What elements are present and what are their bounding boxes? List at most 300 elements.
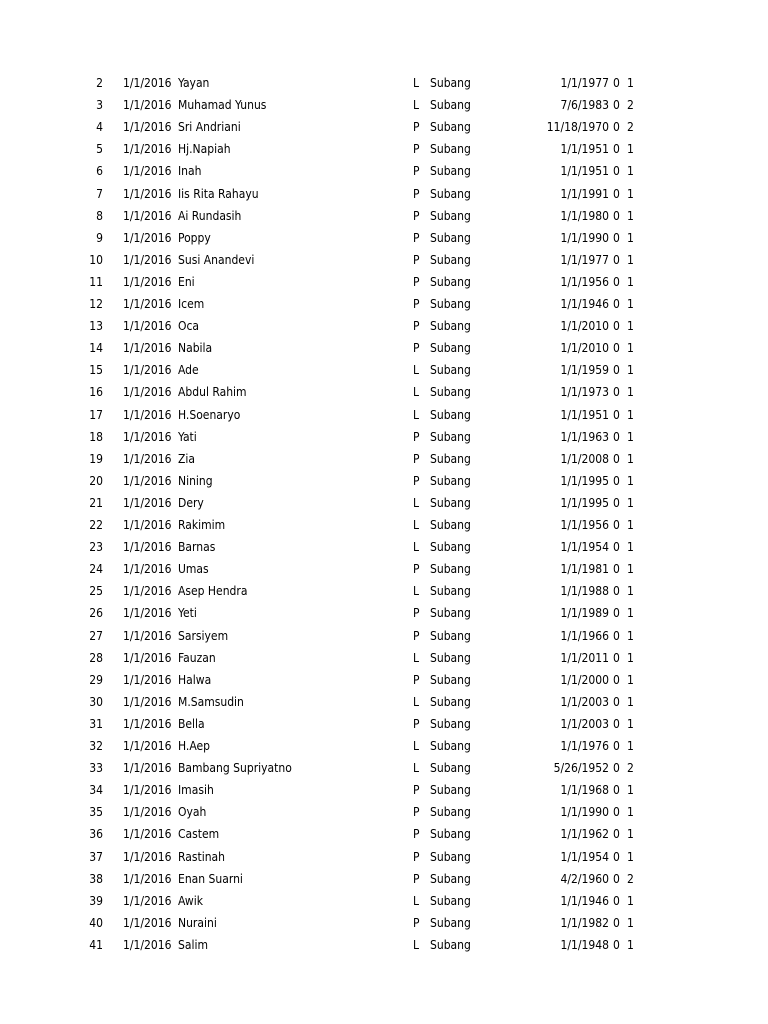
status-code: 1: [627, 407, 634, 422]
visit-date: 1/1/2016: [123, 120, 172, 135]
status-code: 1: [627, 540, 634, 555]
sex-code: P: [413, 783, 420, 798]
visit-date: 1/1/2016: [123, 297, 172, 311]
birth-date: 1/1/1977: [560, 252, 609, 267]
birth-date: 1/1/1962: [560, 827, 609, 842]
city: Subang: [430, 672, 471, 687]
birth-date: 1/1/1973: [560, 385, 609, 400]
birth-date: 1/1/1989: [560, 606, 609, 621]
status-code: 1: [627, 650, 634, 665]
sex-code: L: [413, 407, 420, 422]
city: Subang: [430, 761, 471, 776]
visit-date: 1/1/2016: [123, 495, 172, 510]
visit-date: 1/1/2016: [123, 208, 172, 223]
table-row: [0, 912, 768, 934]
visit-date: 1/1/2016: [123, 186, 172, 201]
row-number: 30: [89, 694, 103, 709]
sex-code: L: [413, 694, 420, 709]
zero-flag: 0: [613, 297, 620, 311]
sex-code: L: [413, 937, 420, 952]
sex-code: P: [413, 716, 420, 731]
patient-name: Eni: [178, 274, 195, 289]
zero-flag: 0: [613, 650, 620, 665]
status-code: 1: [627, 694, 634, 709]
birth-date: 1/1/2003: [560, 716, 609, 731]
table-row: [0, 160, 768, 182]
table-row: [0, 890, 768, 912]
row-number: 16: [89, 385, 103, 400]
sex-code: P: [413, 120, 420, 135]
zero-flag: 0: [613, 584, 620, 599]
status-code: 1: [627, 142, 634, 157]
status-code: 1: [627, 893, 634, 908]
sex-code: P: [413, 473, 420, 488]
city: Subang: [430, 186, 471, 201]
birth-date: 1/1/1959: [560, 363, 609, 378]
zero-flag: 0: [613, 937, 620, 952]
birth-date: 1/1/1954: [560, 849, 609, 864]
city: Subang: [430, 142, 471, 157]
table-row: [0, 580, 768, 602]
status-code: 1: [627, 628, 634, 643]
city: Subang: [430, 606, 471, 621]
patient-name: Ai Rundasih: [178, 208, 242, 223]
zero-flag: 0: [613, 827, 620, 842]
zero-flag: 0: [613, 473, 620, 488]
patient-name: Rakimim: [178, 518, 226, 532]
row-number: 32: [89, 739, 103, 753]
patient-name: Halwa: [178, 672, 212, 687]
sex-code: P: [413, 186, 420, 201]
city: Subang: [430, 871, 471, 886]
birth-date: 1/1/1963: [560, 429, 609, 444]
patient-name: Yayan: [178, 76, 210, 90]
status-code: 2: [627, 871, 634, 886]
row-number: 34: [89, 783, 103, 798]
birth-date: 4/2/1960: [560, 871, 609, 886]
row-number: 10: [89, 252, 103, 267]
status-code: 1: [627, 827, 634, 842]
birth-date: 11/18/1970: [546, 120, 609, 135]
zero-flag: 0: [613, 230, 620, 245]
visit-date: 1/1/2016: [123, 672, 172, 687]
birth-date: 1/1/1956: [560, 274, 609, 289]
city: Subang: [430, 230, 471, 245]
city: Subang: [430, 849, 471, 864]
status-code: 1: [627, 716, 634, 731]
birth-date: 1/1/1981: [560, 562, 609, 577]
city: Subang: [430, 628, 471, 643]
sex-code: L: [413, 518, 420, 532]
zero-flag: 0: [613, 274, 620, 289]
birth-date: 1/1/2008: [560, 451, 609, 466]
visit-date: 1/1/2016: [123, 937, 172, 952]
status-code: 1: [627, 584, 634, 599]
birth-date: 1/1/1951: [560, 142, 609, 157]
status-code: 1: [627, 473, 634, 488]
status-code: 1: [627, 76, 634, 90]
status-code: 1: [627, 518, 634, 532]
row-number: 7: [96, 186, 103, 201]
visit-date: 1/1/2016: [123, 628, 172, 643]
zero-flag: 0: [613, 518, 620, 532]
visit-date: 1/1/2016: [123, 805, 172, 820]
status-code: 1: [627, 164, 634, 179]
sex-code: P: [413, 230, 420, 245]
zero-flag: 0: [613, 429, 620, 444]
row-number: 14: [89, 341, 103, 356]
birth-date: 1/1/1968: [560, 783, 609, 798]
sex-code: P: [413, 429, 420, 444]
city: Subang: [430, 208, 471, 223]
row-number: 38: [89, 871, 103, 886]
patient-name: Oca: [178, 319, 200, 334]
status-code: 2: [627, 761, 634, 776]
visit-date: 1/1/2016: [123, 606, 172, 621]
row-number: 29: [89, 672, 103, 687]
row-number: 36: [89, 827, 103, 842]
row-number: 37: [89, 849, 103, 864]
sex-code: P: [413, 252, 420, 267]
visit-date: 1/1/2016: [123, 849, 172, 864]
zero-flag: 0: [613, 341, 620, 356]
birth-date: 1/1/1991: [560, 186, 609, 201]
birth-date: 1/1/1980: [560, 208, 609, 223]
table-row: [0, 669, 768, 691]
zero-flag: 0: [613, 694, 620, 709]
zero-flag: 0: [613, 672, 620, 687]
table-row: [0, 72, 768, 94]
table-row: [0, 426, 768, 448]
city: Subang: [430, 739, 471, 753]
row-number: 19: [89, 451, 103, 466]
status-code: 1: [627, 849, 634, 864]
zero-flag: 0: [613, 76, 620, 90]
row-number: 23: [89, 540, 103, 555]
visit-date: 1/1/2016: [123, 540, 172, 555]
patient-name: Barnas: [178, 540, 216, 555]
visit-date: 1/1/2016: [123, 739, 172, 753]
row-number: 41: [89, 937, 103, 952]
patient-name: Sarsiyem: [178, 628, 229, 643]
patient-name: Dery: [178, 495, 204, 510]
city: Subang: [430, 363, 471, 378]
patient-name: Zia: [178, 451, 196, 466]
city: Subang: [430, 120, 471, 135]
city: Subang: [430, 805, 471, 820]
zero-flag: 0: [613, 252, 620, 267]
visit-date: 1/1/2016: [123, 473, 172, 488]
row-number: 24: [89, 562, 103, 577]
zero-flag: 0: [613, 871, 620, 886]
table-row: [0, 315, 768, 337]
row-number: 35: [89, 805, 103, 820]
table-row: [0, 381, 768, 403]
table-row: [0, 779, 768, 801]
birth-date: 1/1/1976: [560, 739, 609, 753]
visit-date: 1/1/2016: [123, 694, 172, 709]
birth-date: 1/1/1995: [560, 495, 609, 510]
patient-name: Awik: [178, 893, 203, 908]
table-row: [0, 337, 768, 359]
row-number: 8: [96, 208, 103, 223]
sex-code: L: [413, 385, 420, 400]
visit-date: 1/1/2016: [123, 98, 172, 113]
city: Subang: [430, 252, 471, 267]
table-row: [0, 647, 768, 669]
patient-name: Poppy: [178, 230, 211, 245]
row-number: 11: [89, 274, 103, 289]
sex-code: P: [413, 672, 420, 687]
sex-code: P: [413, 341, 420, 356]
visit-date: 1/1/2016: [123, 518, 172, 532]
zero-flag: 0: [613, 164, 620, 179]
visit-date: 1/1/2016: [123, 429, 172, 444]
birth-date: 1/1/1956: [560, 518, 609, 532]
table-row: [0, 602, 768, 624]
status-code: 1: [627, 672, 634, 687]
sex-code: P: [413, 827, 420, 842]
row-number: 18: [89, 429, 103, 444]
visit-date: 1/1/2016: [123, 584, 172, 599]
table-row: [0, 470, 768, 492]
patient-name: Castem: [178, 827, 220, 842]
row-number: 33: [89, 761, 103, 776]
status-code: 2: [627, 120, 634, 135]
visit-date: 1/1/2016: [123, 716, 172, 731]
row-number: 40: [89, 915, 103, 930]
sex-code: P: [413, 915, 420, 930]
zero-flag: 0: [613, 407, 620, 422]
city: Subang: [430, 297, 471, 311]
row-number: 27: [89, 628, 103, 643]
table-row: [0, 934, 768, 956]
city: Subang: [430, 518, 471, 532]
status-code: 1: [627, 363, 634, 378]
row-number: 31: [89, 716, 103, 731]
patient-name: Icem: [178, 297, 205, 311]
birth-date: 1/1/2000: [560, 672, 609, 687]
sex-code: L: [413, 893, 420, 908]
city: Subang: [430, 98, 471, 113]
patient-name: H.Aep: [178, 739, 211, 753]
birth-date: 1/1/1988: [560, 584, 609, 599]
zero-flag: 0: [613, 716, 620, 731]
table-row: [0, 448, 768, 470]
row-number: 5: [96, 142, 103, 157]
row-number: 4: [96, 120, 103, 135]
patient-name: Sri Andriani: [178, 120, 241, 135]
visit-date: 1/1/2016: [123, 252, 172, 267]
patient-name: Bella: [178, 716, 205, 731]
table-row: [0, 713, 768, 735]
table-row: [0, 271, 768, 293]
birth-date: 1/1/1977: [560, 76, 609, 90]
table-row: [0, 846, 768, 868]
sex-code: L: [413, 98, 420, 113]
patient-name: Ade: [178, 363, 199, 378]
visit-date: 1/1/2016: [123, 164, 172, 179]
zero-flag: 0: [613, 451, 620, 466]
row-number: 39: [89, 893, 103, 908]
city: Subang: [430, 407, 471, 422]
birth-date: 7/6/1983: [560, 98, 609, 113]
sex-code: L: [413, 495, 420, 510]
city: Subang: [430, 562, 471, 577]
visit-date: 1/1/2016: [123, 915, 172, 930]
sex-code: P: [413, 208, 420, 223]
visit-date: 1/1/2016: [123, 142, 172, 157]
row-number: 22: [89, 518, 103, 532]
status-code: 1: [627, 937, 634, 952]
row-number: 28: [89, 650, 103, 665]
row-number: 25: [89, 584, 103, 599]
sex-code: P: [413, 805, 420, 820]
patient-name: H.Soenaryo: [178, 407, 241, 422]
birth-date: 1/1/1946: [560, 893, 609, 908]
zero-flag: 0: [613, 783, 620, 798]
sex-code: P: [413, 871, 420, 886]
sex-code: P: [413, 628, 420, 643]
table-row: [0, 138, 768, 160]
patient-name: Muhamad Yunus: [178, 98, 267, 113]
row-number: 2: [96, 76, 103, 90]
birth-date: 1/1/1990: [560, 805, 609, 820]
zero-flag: 0: [613, 739, 620, 753]
patient-name: Nuraini: [178, 915, 217, 930]
status-code: 1: [627, 274, 634, 289]
sex-code: P: [413, 606, 420, 621]
visit-date: 1/1/2016: [123, 893, 172, 908]
patient-name: Rastinah: [178, 849, 226, 864]
city: Subang: [430, 937, 471, 952]
status-code: 1: [627, 230, 634, 245]
patient-name: Yati: [178, 429, 197, 444]
status-code: 1: [627, 385, 634, 400]
row-number: 15: [89, 363, 103, 378]
table-row: [0, 183, 768, 205]
birth-date: 1/1/1982: [560, 915, 609, 930]
table-row: [0, 625, 768, 647]
birth-date: 1/1/2010: [560, 341, 609, 356]
row-number: 13: [89, 319, 103, 334]
sex-code: P: [413, 319, 420, 334]
row-number: 3: [96, 98, 103, 113]
zero-flag: 0: [613, 849, 620, 864]
status-code: 1: [627, 252, 634, 267]
zero-flag: 0: [613, 319, 620, 334]
sex-code: P: [413, 562, 420, 577]
city: Subang: [430, 319, 471, 334]
status-code: 1: [627, 341, 634, 356]
sex-code: P: [413, 451, 420, 466]
visit-date: 1/1/2016: [123, 230, 172, 245]
patient-name: Bambang Supriyatno: [178, 761, 292, 776]
visit-date: 1/1/2016: [123, 319, 172, 334]
sex-code: P: [413, 849, 420, 864]
status-code: 1: [627, 606, 634, 621]
zero-flag: 0: [613, 540, 620, 555]
patient-name: Fauzan: [178, 650, 216, 665]
sex-code: L: [413, 76, 420, 90]
visit-date: 1/1/2016: [123, 76, 172, 90]
city: Subang: [430, 341, 471, 356]
patient-name: Nabila: [178, 341, 213, 356]
patient-name: Yeti: [178, 606, 197, 621]
status-code: 1: [627, 451, 634, 466]
birth-date: 1/1/1995: [560, 473, 609, 488]
city: Subang: [430, 694, 471, 709]
patient-name: Abdul Rahim: [178, 385, 247, 400]
city: Subang: [430, 451, 471, 466]
patient-name: Oyah: [178, 805, 207, 820]
sex-code: L: [413, 739, 420, 753]
patient-name: Umas: [178, 562, 209, 577]
table-row: [0, 404, 768, 426]
visit-date: 1/1/2016: [123, 761, 172, 776]
birth-date: 1/1/2011: [560, 650, 609, 665]
visit-date: 1/1/2016: [123, 827, 172, 842]
zero-flag: 0: [613, 562, 620, 577]
city: Subang: [430, 164, 471, 179]
birth-date: 1/1/1966: [560, 628, 609, 643]
row-number: 17: [89, 407, 103, 422]
birth-date: 1/1/2003: [560, 694, 609, 709]
table-row: [0, 691, 768, 713]
visit-date: 1/1/2016: [123, 871, 172, 886]
status-code: 1: [627, 805, 634, 820]
table-row: [0, 536, 768, 558]
patient-name: Nining: [178, 473, 213, 488]
table-row: [0, 514, 768, 536]
status-code: 1: [627, 186, 634, 201]
patient-name: M.Samsudin: [178, 694, 244, 709]
visit-date: 1/1/2016: [123, 451, 172, 466]
sex-code: P: [413, 142, 420, 157]
row-number: 9: [96, 230, 103, 245]
birth-date: 1/1/2010: [560, 319, 609, 334]
status-code: 1: [627, 208, 634, 223]
zero-flag: 0: [613, 495, 620, 510]
table-row: [0, 116, 768, 138]
sex-code: P: [413, 297, 420, 311]
status-code: 1: [627, 739, 634, 753]
status-code: 2: [627, 98, 634, 113]
visit-date: 1/1/2016: [123, 783, 172, 798]
table-row: [0, 94, 768, 116]
city: Subang: [430, 385, 471, 400]
birth-date: 1/1/1954: [560, 540, 609, 555]
visit-date: 1/1/2016: [123, 274, 172, 289]
sex-code: L: [413, 363, 420, 378]
birth-date: 1/1/1990: [560, 230, 609, 245]
city: Subang: [430, 76, 471, 90]
table-row: [0, 868, 768, 890]
patient-name: Imasih: [178, 783, 214, 798]
status-code: 1: [627, 297, 634, 311]
zero-flag: 0: [613, 805, 620, 820]
table-row: [0, 205, 768, 227]
status-code: 1: [627, 783, 634, 798]
city: Subang: [430, 915, 471, 930]
city: Subang: [430, 473, 471, 488]
zero-flag: 0: [613, 120, 620, 135]
row-number: 26: [89, 606, 103, 621]
status-code: 1: [627, 562, 634, 577]
zero-flag: 0: [613, 385, 620, 400]
patient-name: Iis Rita Rahayu: [178, 186, 259, 201]
zero-flag: 0: [613, 628, 620, 643]
